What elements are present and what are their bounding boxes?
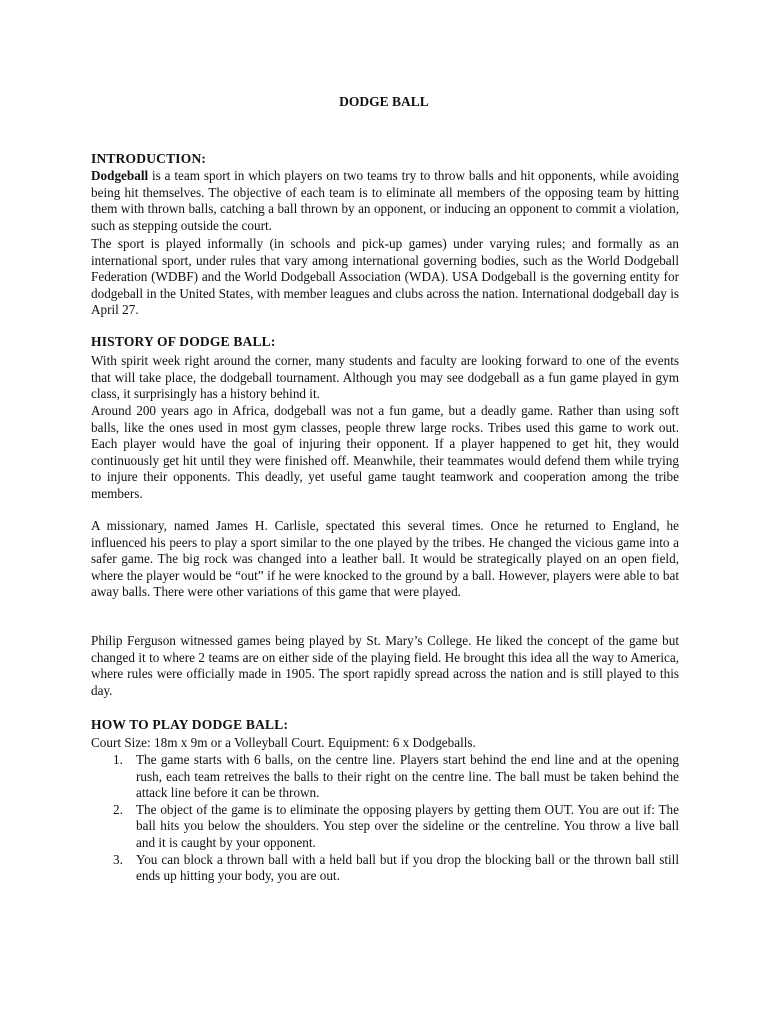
rule-text: The object of the game is to eliminate the opposing players by getting them OUT. You are out if: The ball hits you below the shoulders. You step over the sideline or the centreline. You throw a live ball and it is caught by your opponent. bbox=[136, 801, 679, 850]
rule-item bbox=[91, 802, 679, 852]
how-to-play-heading: HOW TO PLAY DODGE BALL: bbox=[91, 717, 289, 732]
history-paragraph-2: Around 200 years ago in Africa, dodgeball was not a fun game, but a deadly game. Rather than using soft balls, like the ones used in most gym classes, people threw large rocks. Tribes used this game to work out. Each player would have the goal of injuring their opponent. If a player happened to get hit, they would continuously get hit until they were finished off. Meanwhile, their teammates would defend them while trying to injure their opponents. This deadly, yet useful game taught teamwork and cooperation among the tribe members. bbox=[91, 403, 679, 501]
rule-text: The game starts with 6 balls, on the centre line. Players start behind the end line and at the opening rush, each team retreives the balls to their right on the centre line. The ball must be taken behind the attack line before it can be thrown. bbox=[136, 752, 679, 801]
introduction-heading: INTRODUCTION: bbox=[91, 151, 207, 166]
rules-list bbox=[91, 752, 679, 885]
dodgeball-term: Dodgeball bbox=[91, 168, 149, 183]
history-paragraph-3: A missionary, named James H. Carlisle, spectated this several times. Once he returned to England, he influenced his peers to play a sport similar to the one played by the tribes. He changed the vicious game into a safer game. The big rock was changed into a leather ball. It would be strategically played on an open field, where the player would be “out” if he were knocked to the ground by a ball. However, players were able to bat away balls. There were other variations of this game that were played. bbox=[91, 518, 679, 600]
court-equipment-line: Court Size: 18m x 9m or a Volleyball Court. Equipment: 6 x Dodgeballs. bbox=[91, 735, 476, 750]
introduction-paragraph-1 bbox=[91, 168, 679, 234]
rule-item bbox=[91, 752, 679, 802]
document-title: DODGE BALL bbox=[339, 94, 429, 109]
history-heading: HISTORY OF DODGE BALL: bbox=[91, 334, 276, 349]
rule-text: You can block a thrown ball with a held ball but if you drop the blocking ball or the thrown ball still ends up hitting your body, you are out. bbox=[136, 851, 679, 884]
history-paragraph-4: Philip Ferguson witnessed games being played by St. Mary’s College. He liked the concept of the game but changed it to where 2 teams are on either side of the playing field. He brought this idea all the way to America, where rules were officially made in 1905. The sport rapidly spread across the nation and is still played to this day. bbox=[91, 633, 679, 698]
rule-number: 3. bbox=[113, 851, 123, 867]
history-paragraph-1: With spirit week right around the corner, many students and faculty are looking forward to one of the events that will take place, the dodgeball tournament. Although you may see dodgeball as a fun game played in gym class, it surprisingly has a history behind it. bbox=[91, 353, 679, 402]
rule-number: 1. bbox=[113, 752, 123, 767]
rule-number: 2. bbox=[113, 801, 123, 817]
introduction-paragraph-2: The sport is played informally (in schools and pick-up games) under varying rules; and formally as an international sport, under rules that vary among international governing bodies, such as the World Dodgeball Federation (WDBF) and the World Dodgeball Association (WDA). USA Dodgeball is the governing entity for dodgeball in the United States, with member leagues and clubs across the nation. International dodgeball day is April 27. bbox=[91, 236, 679, 318]
introduction-paragraph-1-text: is a team sport in which players on two teams try to throw balls and hit opponents, while avoiding being hit themselves. The objective of each team is to eliminate all members of the opposing team by hitting them with thrown balls, catching a ball thrown by an opponent, or inducing an opponent to commit a violation, such as stepping outside the court. bbox=[91, 168, 679, 233]
rule-item bbox=[91, 852, 679, 885]
